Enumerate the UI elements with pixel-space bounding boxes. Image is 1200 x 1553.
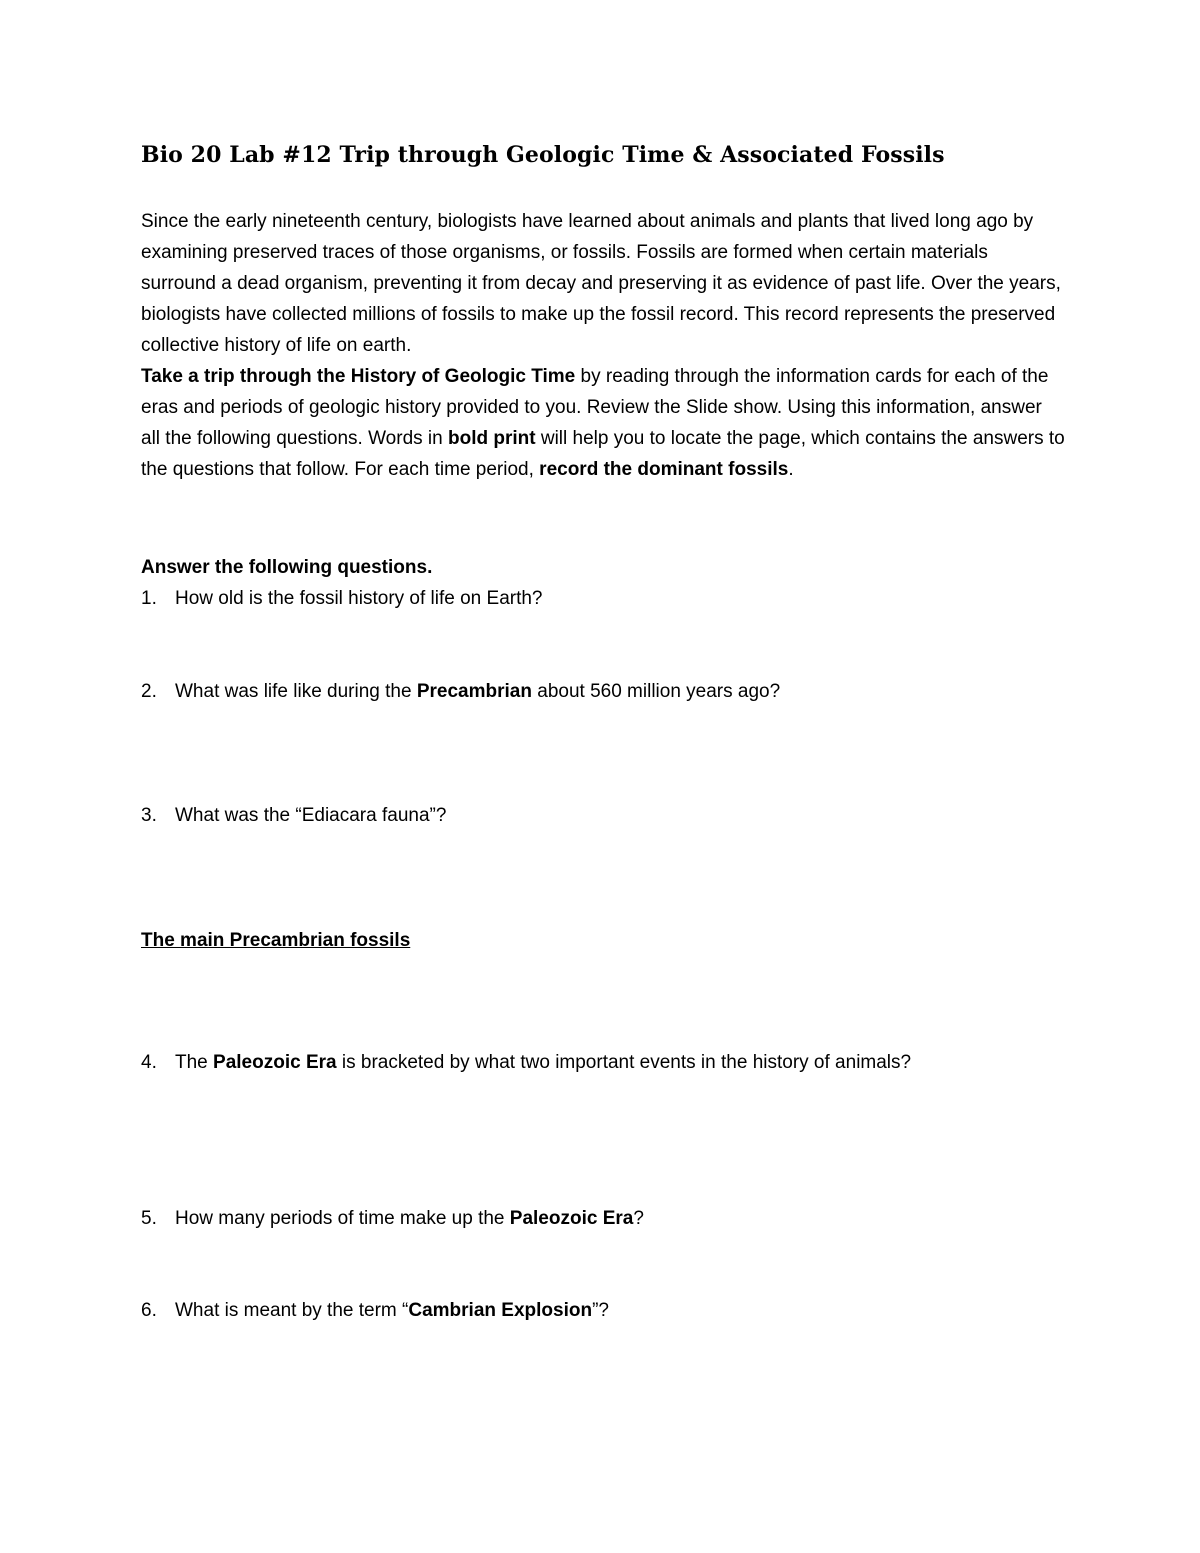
intro-bold-lead: Take a trip through the History of Geologic Time (141, 366, 576, 387)
question-number: 4. (141, 1052, 157, 1073)
question-1 (141, 583, 543, 614)
question-keyword: Precambrian (416, 681, 532, 702)
question-text: ? (633, 1208, 644, 1229)
question-number: 2. (141, 681, 157, 702)
intro-text-a: by reading through the information cards for each of the eras and periods of geologic history provided to you. Review the Slide show. Using this information, answer all the following questions. Words in (141, 366, 1049, 449)
intro-paragraph-2 (141, 361, 1066, 485)
answer-heading: Answer the following questions. (141, 557, 433, 578)
question-keyword: Paleozoic Era (213, 1052, 337, 1073)
question-6 (141, 1295, 609, 1326)
intro-text-b: will help you to locate the page, which contains the answers to the questions that follow. For each time period, (141, 428, 1065, 480)
question-3 (141, 800, 446, 831)
question-number: 3. (141, 805, 157, 826)
document-title: Bio 20 Lab #12 Trip through Geologic Time & Associated Fossils (141, 142, 945, 168)
question-2 (141, 676, 780, 707)
question-text: How old is the fossil history of life on Earth? (175, 588, 543, 609)
intro-bold-print: bold print (447, 428, 536, 449)
question-text: is bracketed by what two important events in the history of animals? (336, 1052, 912, 1073)
question-keyword: Paleozoic Era (509, 1208, 634, 1229)
intro-text-end: . (788, 459, 794, 480)
question-keyword: Cambrian Explosion (408, 1300, 593, 1321)
question-text: ”? (592, 1300, 609, 1321)
question-number: 6. (141, 1300, 157, 1321)
intro-bold-record: record the dominant fossils (539, 459, 789, 480)
intro-paragraph-1: Since the early nineteenth century, biologists have learned about animals and plants that lived long ago by examining preserved traces of those organisms, or fossils. Fossils are formed when certain materials surround a dead organism, preventing it from decay and preserving it as evidence of past life. Over the years, biologists have collected millions of fossils to make up the fossil record. This record represents the preserved collective history of life on earth. (141, 211, 1061, 356)
question-text: about 560 million years ago? (531, 681, 781, 702)
section-heading: The main Precambrian fossils (141, 930, 411, 951)
question-text: What is meant by the term “ (175, 1300, 409, 1321)
question-text: What was the “Ediacara fauna”? (175, 805, 447, 826)
question-number: 5. (141, 1208, 157, 1229)
question-text: How many periods of time make up the (175, 1208, 510, 1229)
question-text: What was life like during the (175, 681, 417, 702)
question-number: 1. (141, 588, 157, 609)
question-4 (141, 1047, 911, 1078)
intro-section (141, 206, 1066, 485)
question-text: The (175, 1052, 214, 1073)
question-5 (141, 1203, 644, 1234)
